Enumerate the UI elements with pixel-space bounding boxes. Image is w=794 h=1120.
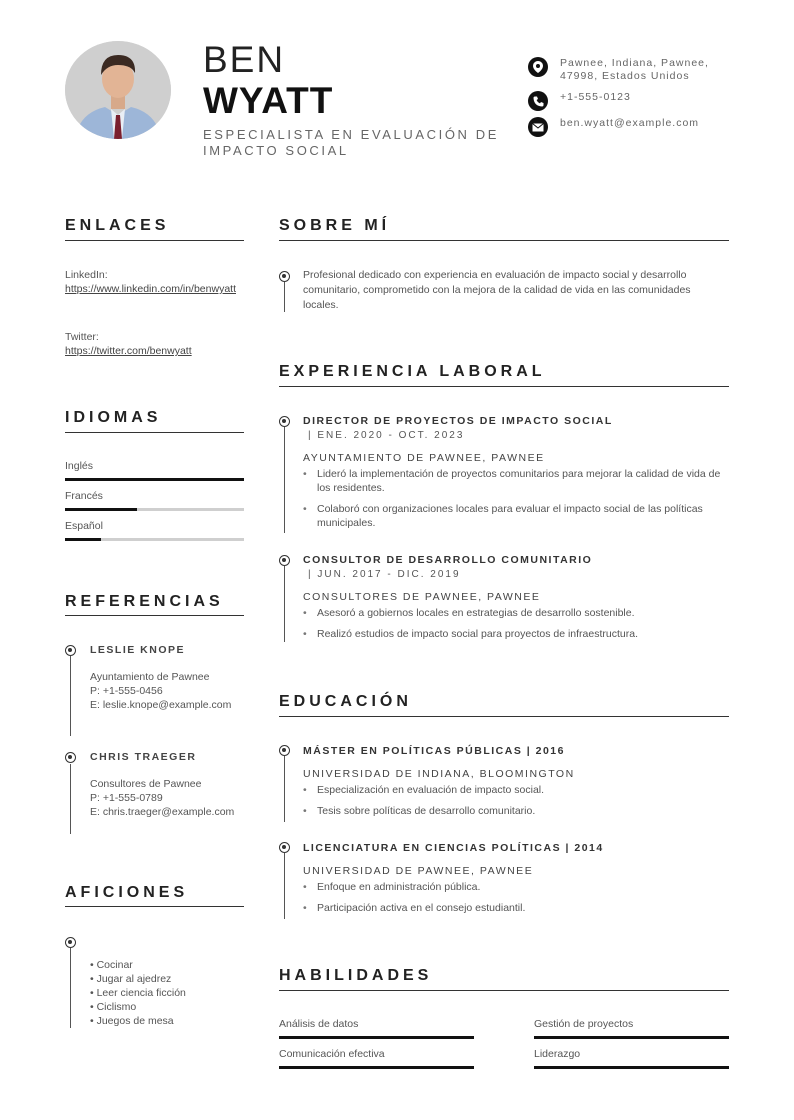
job-position-title: CONSULTOR DE DESARROLLO COMUNITARIO xyxy=(303,554,593,566)
list-item: • Cocinar xyxy=(90,958,186,972)
reference-email: E: chris.traeger@example.com xyxy=(90,806,235,818)
timeline-dot-icon xyxy=(279,842,290,853)
reference-name: LESLIE KNOPE xyxy=(90,644,186,656)
twitter-label: Twitter: xyxy=(65,331,99,343)
list-item: • Especialización en evaluación de impacto social. xyxy=(303,783,723,797)
list-item: • Leer ciencia ficción xyxy=(90,986,186,1000)
references-rule xyxy=(65,615,244,616)
job-title: ESPECIALISTA EN EVALUACIÓN DE IMPACTO SOCIAL xyxy=(203,127,499,158)
timeline-dot-icon xyxy=(279,416,290,427)
hobbies-rule xyxy=(65,906,244,907)
experience-heading: EXPERIENCIA LABORAL xyxy=(279,363,546,380)
language-name: Español xyxy=(65,520,103,532)
job-dates: | ENE. 2020 - OCT. 2023 xyxy=(308,430,465,441)
skill-name: Comunicación efectiva xyxy=(279,1048,385,1060)
skill-level-bar xyxy=(534,1066,729,1069)
language-level-bar xyxy=(65,538,244,541)
list-item: • Enfoque en administración pública. xyxy=(303,880,723,894)
reference-org: Consultores de Pawnee xyxy=(90,778,202,790)
skill-name: Gestión de proyectos xyxy=(534,1018,634,1030)
timeline-dot-icon xyxy=(65,937,76,948)
about-text: Profesional dedicado con experiencia en evaluación de impacto social y desarrollo comunitario, comprometido con la mejora de la calidad de vida en las comunidades locales. xyxy=(303,269,691,311)
job-bullets xyxy=(303,606,723,648)
phone-text: +1-555-0123 xyxy=(560,91,631,103)
degree-institution: UNIVERSIDAD DE PAWNEE, PAWNEE xyxy=(303,865,534,877)
timeline-line xyxy=(284,427,285,533)
timeline-dot-icon xyxy=(279,271,290,282)
timeline-dot-icon xyxy=(65,645,76,656)
degree-institution: UNIVERSIDAD DE INDIANA, BLOOMINGTON xyxy=(303,768,575,780)
skill-level-bar xyxy=(279,1066,474,1069)
languages-heading: IDIOMAS xyxy=(65,409,162,426)
timeline-line xyxy=(70,948,71,1028)
timeline-line xyxy=(70,764,71,834)
language-name: Francés xyxy=(65,490,103,502)
hobby-list xyxy=(90,958,186,1028)
skill-level-bar xyxy=(279,1036,474,1039)
timeline-line xyxy=(284,853,285,919)
timeline-line xyxy=(284,282,285,312)
email-text[interactable]: ben.wyatt@example.com xyxy=(560,117,700,129)
timeline-dot-icon xyxy=(279,745,290,756)
list-item: • Ciclismo xyxy=(90,1000,186,1014)
degree-bullets xyxy=(303,880,723,922)
list-item: • Lideró la implementación de proyectos comunitarios para mejorar la calidad de vida de los residentes. xyxy=(303,467,723,495)
first-name: BEN xyxy=(203,39,286,80)
job-position-title: DIRECTOR DE PROYECTOS DE IMPACTO SOCIAL xyxy=(303,415,613,427)
skills-heading: HABILIDADES xyxy=(279,967,433,984)
last-name: WYATT xyxy=(203,80,334,121)
list-item: • Jugar al ajedrez xyxy=(90,972,186,986)
education-rule xyxy=(279,716,729,717)
reference-phone: P: +1-555-0456 xyxy=(90,685,163,697)
location-pin-icon xyxy=(528,57,548,77)
profile-photo xyxy=(65,41,171,139)
twitter-link[interactable]: https://twitter.com/benwyatt xyxy=(65,345,192,357)
links-rule xyxy=(65,240,244,241)
degree-title: LICENCIATURA EN CIENCIAS POLÍTICAS | 2014 xyxy=(303,842,604,854)
reference-phone: P: +1-555-0789 xyxy=(90,792,163,804)
list-item: • Realizó estudios de impacto social para proyectos de infraestructura. xyxy=(303,627,723,641)
job-bullets xyxy=(303,467,723,537)
person-photo-icon xyxy=(65,41,171,139)
linkedin-label: LinkedIn: xyxy=(65,269,108,281)
skill-name: Liderazgo xyxy=(534,1048,581,1060)
job-dates: | JUN. 2017 - DIC. 2019 xyxy=(308,569,461,580)
about-rule xyxy=(279,240,729,241)
job-employer: AYUNTAMIENTO DE PAWNEE, PAWNEE xyxy=(303,452,545,464)
language-level-bar xyxy=(65,478,244,481)
experience-rule xyxy=(279,386,729,387)
skills-rule xyxy=(279,990,729,991)
about-heading: SOBRE MÍ xyxy=(279,217,391,234)
job-employer: CONSULTORES DE PAWNEE, PAWNEE xyxy=(303,591,541,603)
email-icon xyxy=(528,117,548,137)
reference-name: CHRIS TRAEGER xyxy=(90,751,197,763)
degree-title: MÁSTER EN POLÍTICAS PÚBLICAS | 2016 xyxy=(303,745,565,757)
language-name: Inglés xyxy=(65,460,94,472)
timeline-line xyxy=(70,656,71,736)
links-heading: ENLACES xyxy=(65,217,170,234)
list-item: • Colaboró con organizaciones locales para evaluar el impacto social de las políticas municipales. xyxy=(303,502,723,530)
skill-level-bar xyxy=(534,1036,729,1039)
skill-name: Análisis de datos xyxy=(279,1018,359,1030)
language-level-bar xyxy=(65,508,244,511)
list-item: • Juegos de mesa xyxy=(90,1014,186,1028)
timeline-line xyxy=(284,566,285,642)
hobbies-heading: AFICIONES xyxy=(65,884,189,901)
linkedin-link[interactable]: https://www.linkedin.com/in/benwyatt xyxy=(65,283,236,295)
list-item: • Asesoró a gobiernos locales en estrategias de desarrollo sostenible. xyxy=(303,606,723,620)
education-heading: EDUCACIÓN xyxy=(279,693,412,710)
degree-bullets xyxy=(303,783,723,825)
phone-icon xyxy=(528,91,548,111)
address-text: Pawnee, Indiana, Pawnee, 47998, Estados Unidos xyxy=(560,57,709,82)
reference-org: Ayuntamiento de Pawnee xyxy=(90,671,210,683)
languages-rule xyxy=(65,432,244,433)
reference-email: E: leslie.knope@example.com xyxy=(90,699,232,711)
list-item: • Tesis sobre políticas de desarrollo comunitario. xyxy=(303,804,723,818)
references-heading: REFERENCIAS xyxy=(65,593,224,610)
timeline-dot-icon xyxy=(65,752,76,763)
timeline-dot-icon xyxy=(279,555,290,566)
timeline-line xyxy=(284,756,285,822)
list-item: • Participación activa en el consejo estudiantil. xyxy=(303,901,723,915)
